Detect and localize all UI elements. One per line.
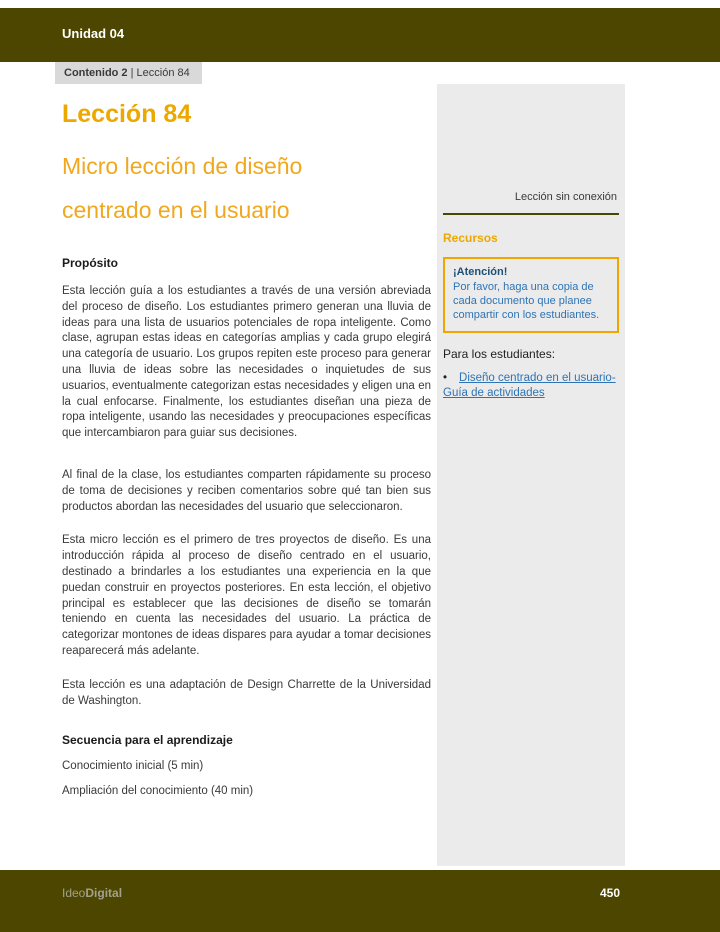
brand-bold-text: Digital <box>85 886 123 900</box>
unit-label: Unidad 04 <box>62 26 125 41</box>
breadcrumb-tab <box>55 62 202 84</box>
lesson-number-heading: Lección 84 <box>62 100 192 128</box>
sidebar-divider <box>443 213 619 215</box>
sequence-item-1: Conocimiento inicial (5 min) <box>62 760 204 773</box>
header-bar <box>0 8 720 62</box>
footer-bar <box>0 870 720 932</box>
purpose-paragraph-3: Esta micro lección es el primero de tres proyectos de diseño. Es una introducción rápida al proceso de diseño centrado en el usuario, destinado a brindarles a los estudiantes una experiencia en la que puedan construir en proyectos posteriores. En esta lección, el objetivo principal es establecer que las decisiones de diseño se tomarán teniendo en cuenta las necesidades del usuario. La práctica de categorizar montones de ideas dispares para ayudar a tomar decisiones reaparecerá más adelante. <box>62 534 431 657</box>
attention-title: ¡Atención! <box>453 266 508 278</box>
breadcrumb-lesson-label: | Lección 84 <box>127 67 190 79</box>
lesson-title-line1: Micro lección de diseño <box>62 153 303 179</box>
sequence-heading: Secuencia para el aprendizaje <box>62 733 233 748</box>
lesson-title-line2: centrado en el usuario <box>62 197 290 223</box>
purpose-paragraph-2: Al final de la clase, los estudiantes comparten rápidamente su proceso de toma de decisiones y reciben comentarios sobre qué tan bien sus productos abordan las necesidades del usuario que seleccionaron. <box>62 468 431 513</box>
purpose-paragraph-4: Esta lección es una adaptación de Design Charrette de la Universidad de Washington. <box>62 678 431 707</box>
breadcrumb-content-label: Contenido 2 <box>64 67 128 79</box>
offline-mode-label: Lección sin conexión <box>514 191 617 203</box>
resources-heading: Recursos <box>443 231 498 245</box>
lesson-title <box>62 144 431 232</box>
student-guide-link[interactable]: Diseño centrado en el usuario- Guía de actividades <box>443 372 616 399</box>
students-heading: Para los estudiantes: <box>443 347 556 361</box>
brand-logo <box>62 886 122 900</box>
purpose-paragraph-1: Esta lección guía a los estudiantes a través de una versión abreviada del proceso de diseño. Los estudiantes primero generan una lluvia de ideas para una lista de usuarios potenciales de ropa inteligente. Como clase, agrupan estas ideas en categorías amplias y cada grupo elegirá una categoría de usuario. Los grupos repiten este proceso para generar una lluvia de ideas sobre las necesidades o inquietudes de sus usuarios, eventualmente categorizan estas necesidades y eligen una en la cual enfocarse. Finalmente, los estudiantes diseñan una pieza de ropa inteligente, usando las necesidades y preocupaciones específicas que intercambiaron para guiar sus decisiones. <box>62 285 431 440</box>
sequence-item-2: Ampliación del conocimiento (40 min) <box>62 785 254 798</box>
main-content <box>62 100 431 797</box>
purpose-heading: Propósito <box>62 256 118 270</box>
page-number: 450 <box>599 886 620 900</box>
bullet-icon: • <box>443 372 448 384</box>
attention-box <box>443 257 619 333</box>
attention-body: Por favor, haga una copia de cada documento que planee compartir con los estudiantes. <box>453 281 600 321</box>
sidebar <box>437 84 625 866</box>
resource-list-item <box>443 371 619 401</box>
brand-light-text: Ideo <box>62 886 86 900</box>
